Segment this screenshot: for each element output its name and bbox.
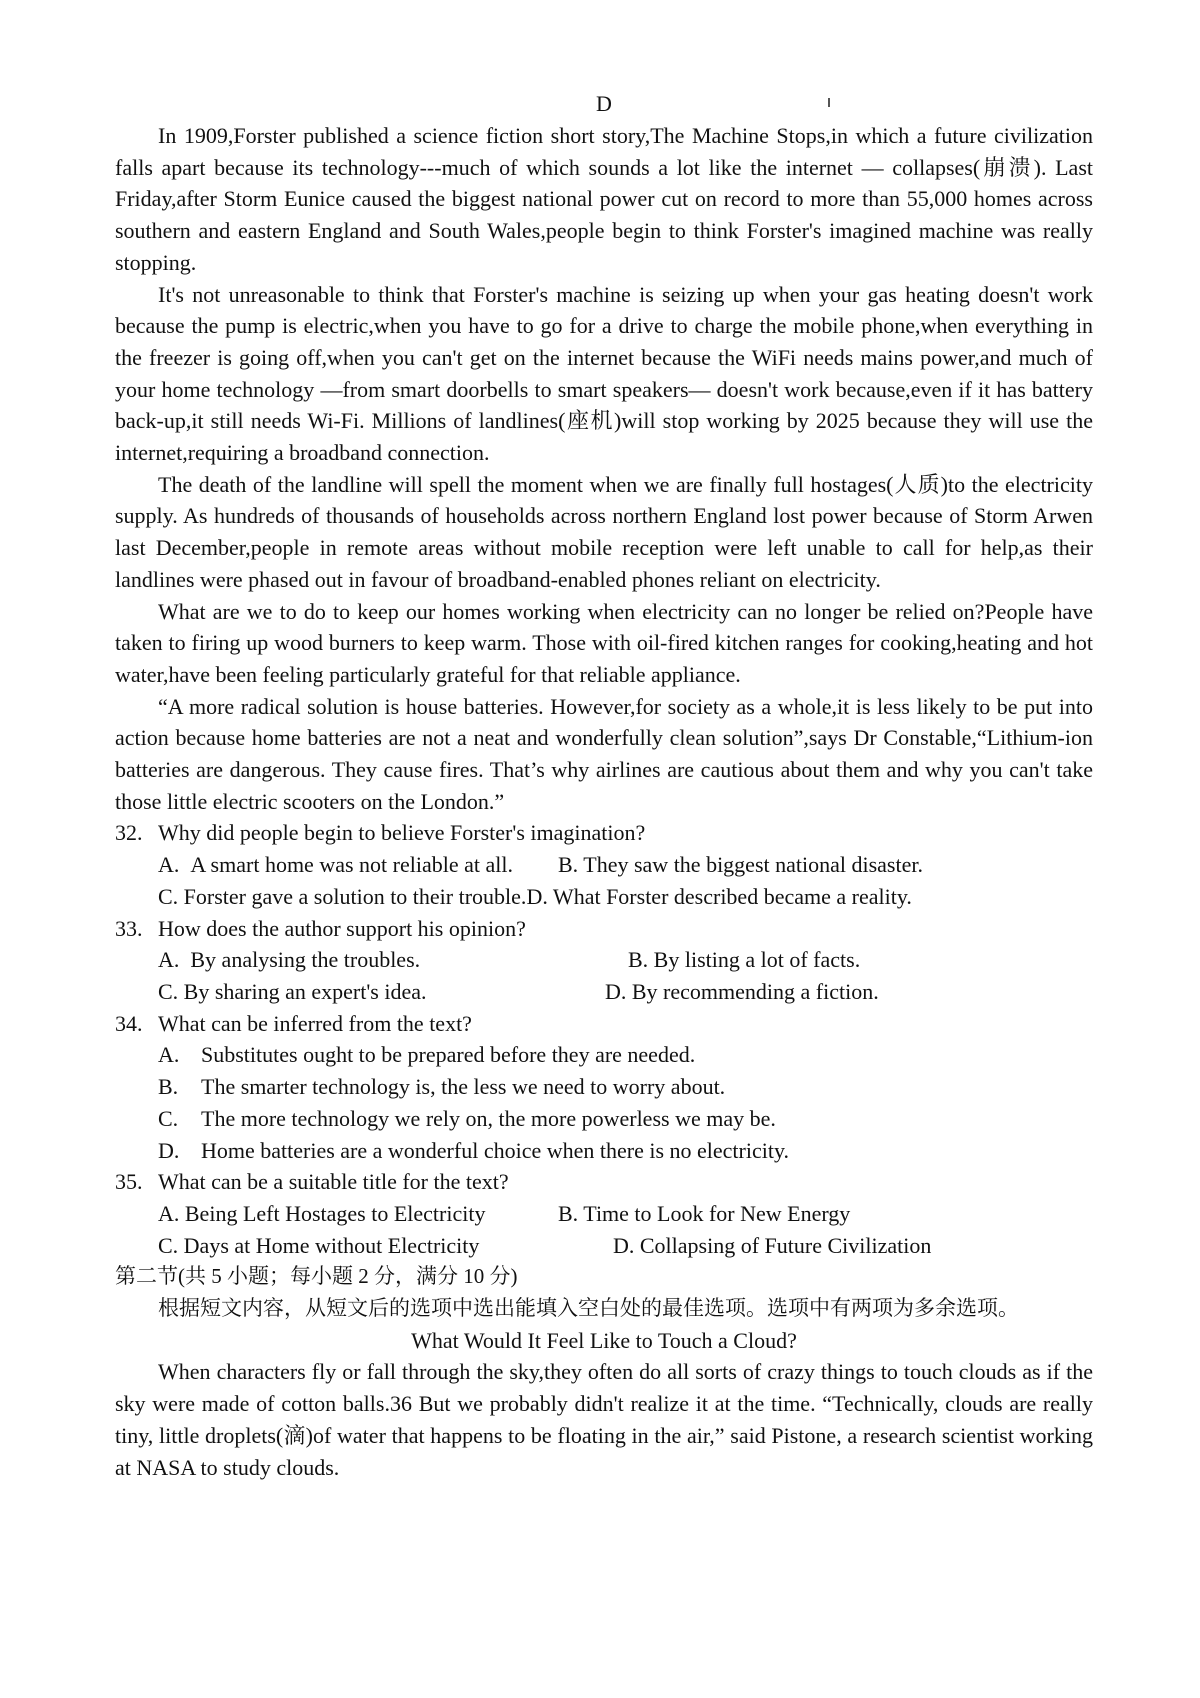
option-a[interactable]: A. Being Left Hostages to Electricity [158, 1200, 486, 1226]
option-text: Home batteries are a wonderful choice when there is no electricity. [201, 1137, 790, 1163]
question-text: What can be a suitable title for the text? [158, 1169, 509, 1195]
question-32-options-ab [115, 849, 1093, 881]
question-32-options-cd [115, 881, 1093, 913]
option-c[interactable]: C. Forster gave a solution to their trouble. [158, 883, 527, 909]
question-33-options-cd [115, 976, 1093, 1008]
question-text: What can be inferred from the text? [158, 1010, 472, 1036]
question-text: Why did people begin to believe Forster's imagination? [158, 820, 646, 846]
option-d[interactable] [115, 1135, 1093, 1167]
question-number: 32. [115, 820, 143, 846]
option-b[interactable]: B. Time to Look for New Energy [558, 1200, 851, 1226]
option-text: The smarter technology is, the less we need to worry about. [201, 1074, 726, 1100]
passage-paragraph-2: It's not unreasonable to think that Forster's machine is seizing up when your gas heating doesn't work because the pump is electric,when you have to go for a drive to charge the mobile phone,when everything in the freezer is going off,when you can't get on the internet because the WiFi needs mains power,and much of your home technology —from smart doorbells to smart speakers— doesn't work because,even if it has battery back-up,it still needs Wi-Fi. Millions of landlines(座机)will stop working by 2025 because they will use the internet,requiring a broadband connection. [115, 281, 1093, 466]
option-c[interactable]: C. By sharing an expert's idea. [158, 978, 427, 1004]
option-d[interactable]: D. By recommending a fiction. [605, 978, 879, 1004]
option-c[interactable] [115, 1103, 1093, 1135]
question-number: 33. [115, 915, 143, 941]
passage-paragraph-5: “A more radical solution is house batteries. However,for society as a whole,it is less likely to be put into action because home batteries are not a neat and wonderfully clean solution”,says Dr Constable,“Lithium-ion batteries are dangerous. They cause fires. That’s why airlines are cautious about them and why you can't take those little electric scooters on the London.” [115, 693, 1093, 814]
passage-paragraph: When characters fly or fall through the sky,they often do all sorts of crazy things to touch clouds as if the sky were made of cotton balls.36 But we probably didn't realize it at the time. “Technically, clouds are really tiny, little droplets(滴)of water that happens to be floating in the air,” said Pistone, a research scientist working at NASA to study clouds. [115, 1359, 1093, 1480]
option-b[interactable]: B. By listing a lot of facts. [628, 947, 861, 973]
option-letter: D. [158, 1137, 180, 1163]
question-32 [115, 817, 1093, 849]
passage-paragraph-1: In 1909,Forster published a science fiction short story,The Machine Stops,in which a future civilization falls apart because its technology---much of which sounds a lot like the internet — collapses(崩溃). Last Friday,after Storm Eunice caused the biggest national power cut on record to more than 55,000 homes across southern and eastern England and South Wales,people begin to think Forster's imagined machine was really stopping. [115, 123, 1093, 275]
question-number: 34. [115, 1010, 143, 1036]
question-33 [115, 913, 1093, 945]
question-35 [115, 1166, 1093, 1198]
passage-paragraph-3: The death of the landline will spell the moment when we are finally full hostages(人质)to the electricity supply. As hundreds of thousands of households across northern England lost power because of Storm Arwen last December,people in remote areas without mobile reception were left unable to call for help,as their landlines were phased out in favour of broadband-enabled phones reliant on electricity. [115, 471, 1093, 592]
question-number: 35. [115, 1169, 143, 1195]
option-letter: C. [158, 1105, 179, 1131]
option-d[interactable]: D. What Forster described became a reality. [526, 883, 912, 909]
question-33-options-ab [115, 944, 1093, 976]
exam-page [115, 88, 1093, 1483]
option-a[interactable]: A. By analysing the troubles. [158, 947, 421, 973]
passage-paragraph-4: What are we to do to keep our homes working when electricity can no longer be relied on?People have taken to firing up wood burners to keep warm. Those with oil-fired kitchen ranges for cooking,heating and hot water,have been feeling particularly grateful for that reliable appliance. [115, 598, 1093, 687]
section-heading-d: D [596, 91, 612, 116]
section-2-instruction: 根据短文内容，从短文后的选项中选出能填入空白处的最佳选项。选项中有两项为多余选项。 [158, 1296, 1019, 1321]
option-text: The more technology we rely on, the more powerless we may be. [201, 1105, 776, 1131]
option-letter: B. [158, 1074, 179, 1100]
section-2-heading: 第二节(共 5 小题；每小题 2 分，满分 10 分) [115, 1264, 518, 1289]
option-a[interactable]: A. A smart home was not reliable at all. [158, 852, 513, 878]
option-d[interactable]: D. Collapsing of Future Civilization [613, 1232, 932, 1258]
question-text: How does the author support his opinion? [158, 915, 526, 941]
option-b[interactable]: B. They saw the biggest national disaster. [558, 852, 923, 878]
option-b[interactable] [115, 1071, 1093, 1103]
question-35-options-cd [115, 1230, 1093, 1262]
option-a[interactable] [115, 1039, 1093, 1071]
option-c[interactable]: C. Days at Home without Electricity [158, 1232, 480, 1258]
option-text: Substitutes ought to be prepared before they are needed. [201, 1042, 696, 1068]
question-35-options-ab [115, 1198, 1093, 1230]
passage-title: What Would It Feel Like to Touch a Cloud? [411, 1327, 797, 1353]
option-letter: A. [158, 1042, 180, 1068]
question-34 [115, 1008, 1093, 1040]
